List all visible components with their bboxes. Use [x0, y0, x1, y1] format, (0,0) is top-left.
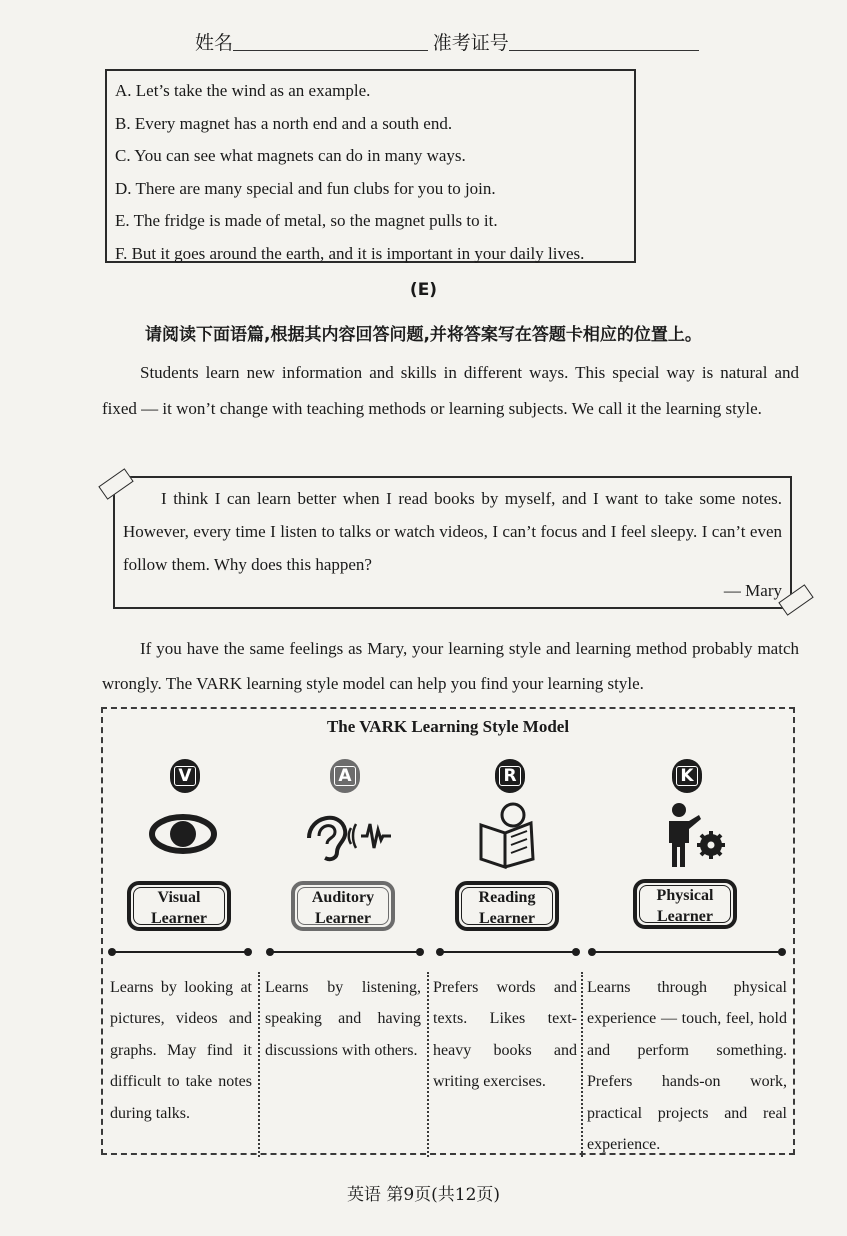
option-d: D. There are many special and fun clubs for you to join.	[115, 178, 496, 198]
person-gear-icon	[665, 801, 725, 869]
badge-r: R	[495, 759, 525, 793]
divider-k	[591, 951, 783, 953]
divider-a	[269, 951, 421, 953]
options-box	[105, 69, 636, 263]
auditory-learner-label: Auditory Learner	[291, 881, 395, 931]
exam-header	[195, 28, 699, 55]
vark-title: The VARK Learning Style Model	[326, 717, 570, 736]
eye-icon	[149, 813, 217, 855]
badge-k: K	[672, 759, 702, 793]
quote-text: I think I can learn better when I read books by myself, and I want to take some notes. However, every time I listen to talks or watch videos, I can’t focus and I feel sleepy. I can’t even follow them. Why does this happen?	[123, 489, 782, 574]
intro-paragraph: Students learn new information and skills in different ways. This special way is natural and fixed — it won’t change with teaching methods or learning subjects. We call it the learning style.	[102, 363, 799, 418]
option-e: E. The fridge is made of metal, so the magnet pulls to it.	[115, 211, 498, 230]
reading-learner-label: Reading Learner	[455, 881, 559, 931]
option-f: F. But it goes around the earth, and it is important in your daily lives.	[115, 243, 585, 263]
physical-description: Learns through physical experience — touch, feel, hold and perform something. Prefers hands-on work, practical projects and real experience.	[587, 979, 787, 1154]
option-a: A. Let’s take the wind as an example.	[115, 81, 371, 100]
vark-model-box	[101, 707, 795, 1155]
badge-v: V	[170, 759, 200, 793]
visual-description: Learns by looking at pictures, videos and graphs. May find it difficult to take notes during talks.	[110, 979, 252, 1122]
quote-author: — Mary	[723, 581, 782, 600]
option-c: C. You can see what magnets can do in many ways.	[115, 146, 466, 165]
option-b: B. Every magnet has a north end and a south end.	[115, 113, 453, 133]
person-reading-icon	[475, 801, 541, 871]
page-footer: 英语 第9页(共12页)	[346, 1185, 501, 1205]
instruction: 请阅读下面语篇,根据其内容回答问题,并将答案写在答题卡相应的位置上。	[145, 325, 702, 345]
id-label: 准考证号	[432, 33, 509, 54]
divider-v	[111, 951, 249, 953]
divider-r	[439, 951, 577, 953]
auditory-description: Learns by listening, speaking and having discussions with others.	[265, 979, 421, 1059]
column-divider	[258, 972, 260, 1157]
quote-box	[113, 476, 792, 609]
badge-a: A	[330, 759, 360, 793]
visual-learner-label: Visual Learner	[127, 881, 231, 931]
followup-paragraph: If you have the same feelings as Mary, your learning style and learning method probably match wrongly. The VARK learning style model can help you find your learning style.	[102, 639, 799, 693]
id-blank[interactable]	[509, 49, 699, 51]
section-label: (E)	[409, 280, 438, 300]
name-blank[interactable]	[233, 49, 428, 51]
ear-soundwave-icon	[299, 806, 395, 864]
name-label: 姓名	[195, 33, 234, 54]
physical-learner-label: Physical Learner	[633, 879, 737, 929]
reading-description: Prefers words and texts. Likes text-heavy books and writing exercises.	[433, 979, 577, 1091]
column-divider	[581, 972, 583, 1157]
column-divider	[427, 972, 429, 1157]
